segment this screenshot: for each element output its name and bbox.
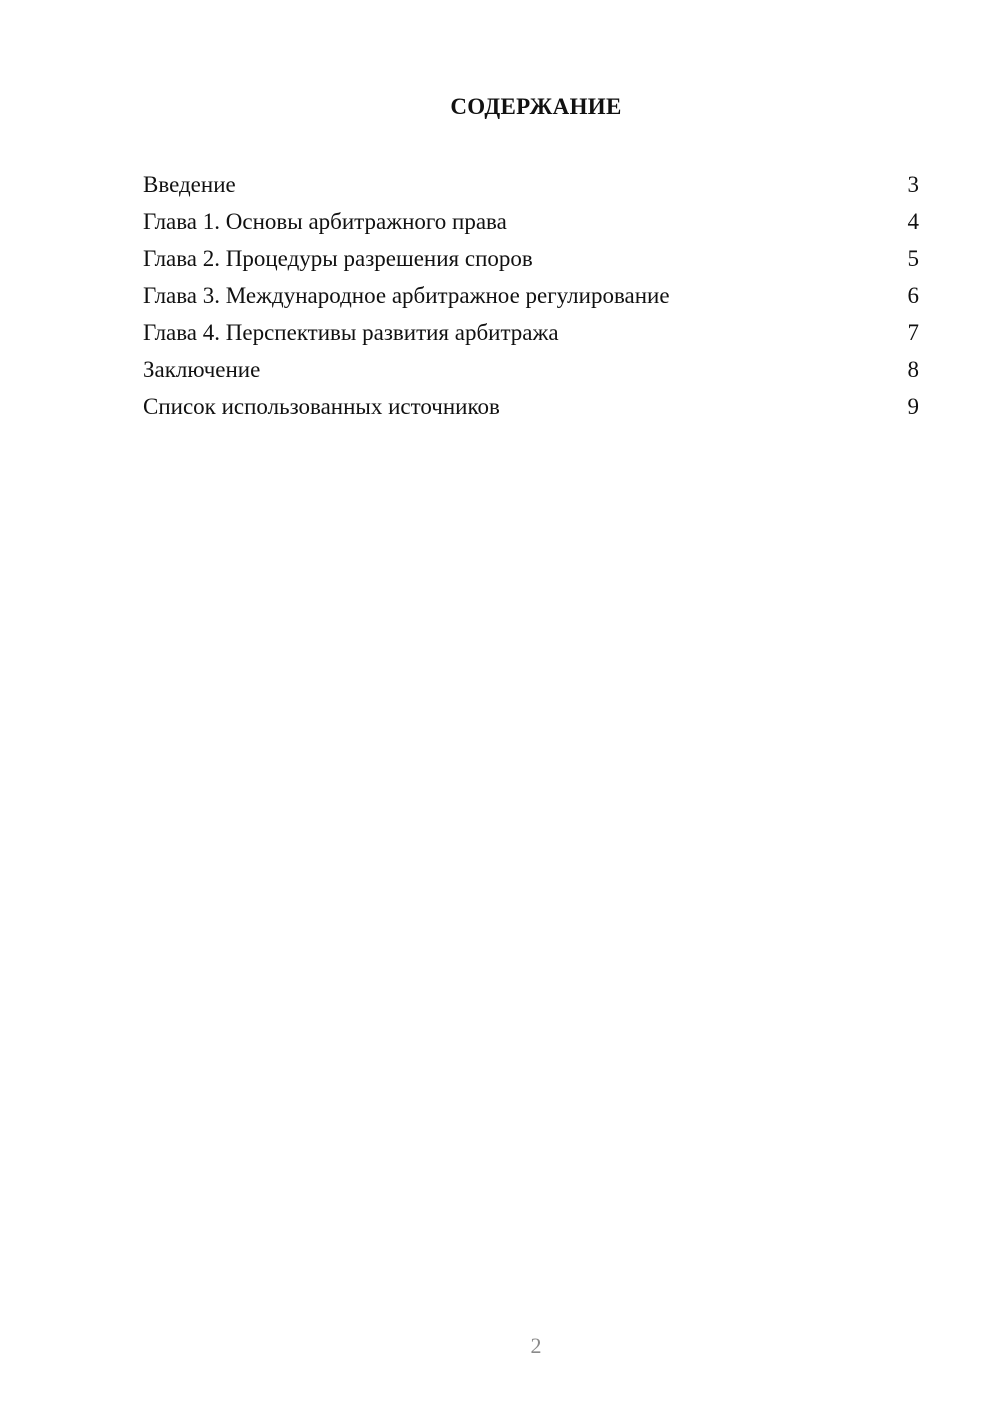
- toc-entry-chapter-3: [143, 280, 919, 317]
- toc-entry-page: 8: [907, 357, 919, 382]
- toc-entry-title: Список использованных источников: [143, 394, 500, 419]
- table-of-contents: [143, 169, 919, 428]
- toc-entry-title: Глава 1. Основы арбитражного права: [143, 209, 507, 234]
- toc-entry-title: Глава 2. Процедуры разрешения споров: [143, 246, 533, 271]
- toc-entry-title: Глава 4. Перспективы развития арбитража: [143, 320, 559, 345]
- toc-entry-conclusion: [143, 354, 919, 391]
- page-number: 2: [530, 1333, 542, 1358]
- toc-entry-chapter-4: [143, 317, 919, 354]
- toc-entry-introduction: [143, 169, 919, 206]
- toc-entry-chapter-1: [143, 206, 919, 243]
- toc-entry-page: 5: [907, 246, 919, 271]
- toc-entry-page: 3: [907, 172, 919, 197]
- toc-entry-chapter-2: [143, 243, 919, 280]
- toc-entry-title: Глава 3. Международное арбитражное регулирование: [143, 283, 670, 308]
- page-title: СОДЕРЖАНИЕ: [450, 94, 622, 119]
- toc-entry-page: 4: [907, 209, 919, 234]
- toc-entry-page: 6: [907, 283, 919, 308]
- toc-entry-title: Заключение: [143, 357, 261, 382]
- toc-entry-references: [143, 391, 919, 428]
- toc-entry-title: Введение: [143, 172, 236, 197]
- toc-entry-page: 9: [907, 394, 919, 419]
- toc-entry-page: 7: [907, 320, 919, 345]
